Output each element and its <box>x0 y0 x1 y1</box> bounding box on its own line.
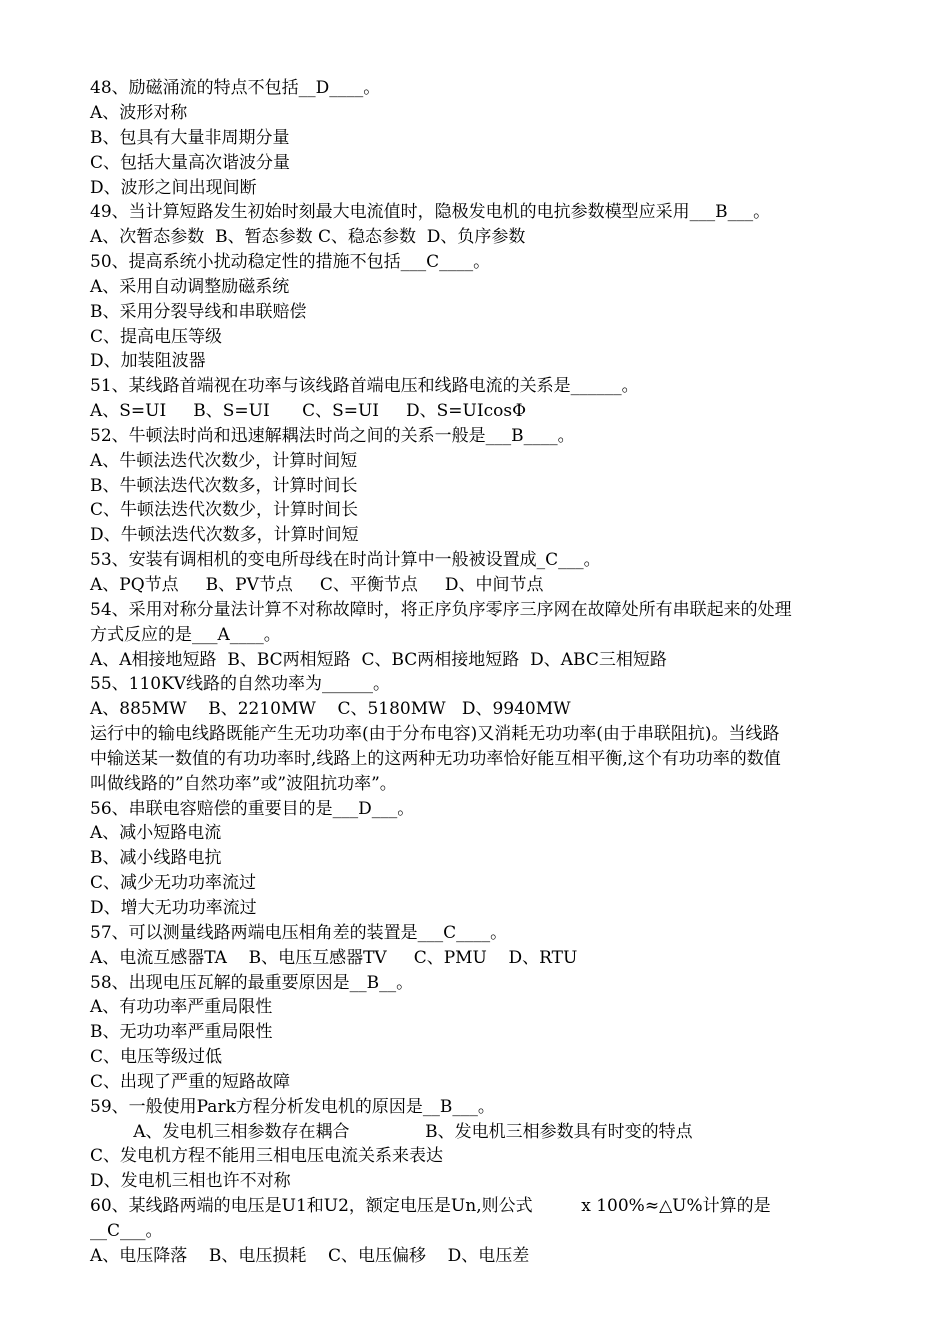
options-inline: A、次暂态参数 B、暂态参数 C、稳态参数 D、负序参数 <box>90 227 526 247</box>
question-54-continued: 方式反应的是___A____。 <box>90 625 281 645</box>
option-c: C、电压等级过低 <box>90 1047 223 1067</box>
option-c-duplicate: C、出现了严重的短路故障 <box>90 1072 291 1092</box>
question-48: 48、励磁涌流的特点不包括__D____。 <box>90 78 381 98</box>
question-56: 56、串联电容赔偿的重要目的是___D___。 <box>90 799 415 819</box>
question-59: 59、一般使用Park方程分析发电机的原因是__B___。 <box>90 1097 495 1117</box>
question-51: 51、某线路首端视在功率与该线路首端电压和线路电流的关系是______。 <box>90 376 639 396</box>
options-inline: A、PQ节点 B、PV节点 C、平衡节点 D、中间节点 <box>90 575 544 595</box>
options-inline: A、A相接地短路 B、BC两相短路 C、BC两相接地短路 D、ABC三相短路 <box>90 650 667 670</box>
option-d: D、牛顿法迭代次数多，计算时间短 <box>90 525 359 545</box>
question-49: 49、当计算短路发生初始时刻最大电流值时，隐极发电机的电抗参数模型应采用___B___。 <box>90 202 771 222</box>
option-b: B、采用分裂导线和串联赔偿 <box>90 302 307 322</box>
option-c: C、提高电压等级 <box>90 327 223 347</box>
option-a: A、波形对称 <box>90 103 188 123</box>
option-d: D、加装阻波器 <box>90 351 206 371</box>
option-d: D、发电机三相也许不对称 <box>90 1171 291 1191</box>
options-ab-inline: A、发电机三相参数存在耦合 B、发电机三相参数具有时变的特点 <box>90 1122 693 1142</box>
question-53: 53、安装有调相机的变电所母线在时尚计算中一般被设置成_C___。 <box>90 550 601 570</box>
explanation-paragraph: 运行中的输电线路既能产生无功功率(由于分布电容)又消耗无功功率(由于串联阻抗)。当线路 <box>90 724 780 744</box>
question-57: 57、可以测量线路两端电压相角差的装置是___C____。 <box>90 923 508 943</box>
option-b: B、包具有大量非周期分量 <box>90 128 290 148</box>
option-c: C、牛顿法迭代次数少，计算时间长 <box>90 500 359 520</box>
question-58: 58、出现电压瓦解的最重要原因是__B__。 <box>90 973 414 993</box>
option-b: B、无功功率严重局限性 <box>90 1022 273 1042</box>
options-inline: A、885MW B、2210MW C、5180MW D、9940MW <box>90 699 571 719</box>
option-b: B、减小线路电抗 <box>90 848 222 868</box>
option-c: C、包括大量高次谐波分量 <box>90 153 291 173</box>
option-a: A、有功功率严重局限性 <box>90 997 273 1017</box>
explanation-paragraph: 叫做线路的”自然功率”或”波阻抗功率”。 <box>90 774 397 794</box>
option-c: C、减少无功功率流过 <box>90 873 257 893</box>
options-inline: A、电流互感器TA B、电压互感器TV C、PMU D、RTU <box>90 948 578 968</box>
options-inline: A、S=UI B、S=UI C、S=UI D、S=UIcosΦ <box>90 401 527 421</box>
question-60: 60、某线路两端的电压是U1和U2，额定电压是Un,则公式 x 100%≈△U%计算的是 <box>90 1196 771 1216</box>
options-inline: A、电压降落 B、电压损耗 C、电压偏移 D、电压差 <box>90 1246 530 1266</box>
question-60-answer: __C___。 <box>90 1221 163 1241</box>
option-d: D、增大无功功率流过 <box>90 898 257 918</box>
question-50: 50、提高系统小扰动稳定性的措施不包括___C____。 <box>90 252 491 272</box>
question-55: 55、110KV线路的自然功率为______。 <box>90 674 391 694</box>
question-52: 52、牛顿法时尚和迅速解耦法时尚之间的关系一般是___B____。 <box>90 426 575 446</box>
option-a: A、减小短路电流 <box>90 823 222 843</box>
option-d: D、波形之间出现间断 <box>90 178 257 198</box>
option-c: C、发电机方程不能用三相电压电流关系来表达 <box>90 1146 444 1166</box>
explanation-paragraph: 中输送某一数值的有功功率时,线路上的这两种无功功率恰好能互相平衡,这个有功功率的数值 <box>90 749 781 769</box>
option-a: A、牛顿法迭代次数少，计算时间短 <box>90 451 358 471</box>
question-54: 54、采用对称分量法计算不对称故障时，将正序负序零序三序网在故障处所有串联起来的处理 <box>90 600 792 620</box>
option-a: A、采用自动调整励磁系统 <box>90 277 290 297</box>
option-b: B、牛顿法迭代次数多，计算时间长 <box>90 476 358 496</box>
